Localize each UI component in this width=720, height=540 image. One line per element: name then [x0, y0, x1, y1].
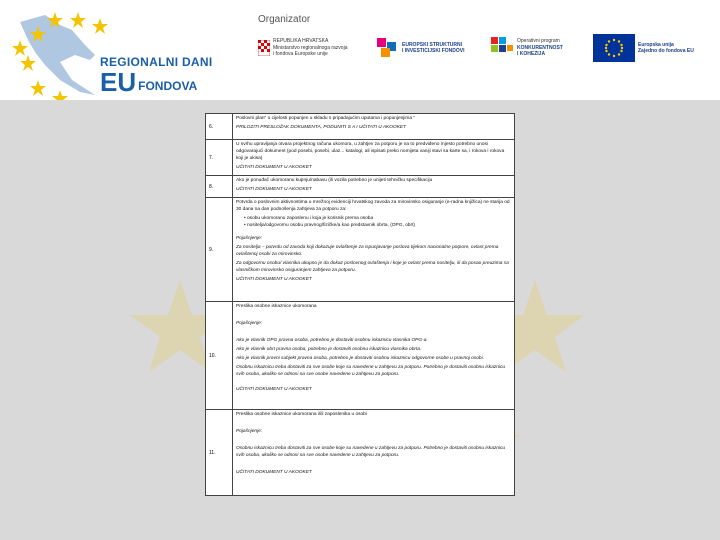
logo-eu: EU: [100, 67, 137, 97]
partner-op-text: Operativni program KONKURENTNOST I KOHEZIJA: [517, 38, 563, 58]
logo-fondova: FONDOVA: [138, 79, 198, 93]
row-number: 11.: [206, 410, 233, 496]
croatian-coat-of-arms-icon: [258, 40, 270, 56]
table-row: [206, 198, 515, 302]
esif-logo-icon: [375, 36, 399, 60]
row-content: Ako je ponuđač ukomoranu kupnju/nabavu (ili vozila potrebno je unijeti tehničku specifikaciju UČITATI DOKUMENT U AKOOKET: [233, 176, 515, 198]
eu-flag-icon: [593, 34, 635, 62]
table-row: [206, 114, 515, 140]
requirements-table: [205, 113, 515, 496]
table-row: [206, 140, 515, 176]
partner-ministry: [258, 34, 347, 62]
partner-eu-text: Europska unija Zajedno do fondova EU: [638, 41, 694, 54]
row-number: 6.: [206, 114, 233, 140]
row-number: 10.: [206, 302, 233, 410]
row-content: Potvrda o poslovnim aktivnostima u mrežnoj evidenciji hrvatskog zavoda za mirovinsko osiguranje (e-radna knjižica) ne starija od 30 dana na dan podnošenja zahtjeva za potporu za: • osobu ukomoranu zaposlenu i koja je korisnik prema osoba • nositelja/odgovornu osobu pravnog/fizičke/a kao predstavnik obrta, (OPG, obrt) Pojašnjenje: Za nositelja – potvrdu od zavoda koji dokazuje ovlaštenje za ispunjavanje poslova tijekom nacionalne potpore, ovlast prema ovlaštenoj osobi za mirovinsko. Za odgovornu osobu/ vlasnika ukupno je da dokaz poslovnog ovlaštenja i koje je ovlast prema nositelju, ili da posao preuzima sa vlasničkom mirovinsko osiguranjem zahtjeva za potporu. UČITATI DOKUMENT U AKOOKET: [233, 198, 515, 302]
row-number: 9.: [206, 198, 233, 302]
header: [0, 0, 720, 100]
row-content: U svrhu upravljanja otvara projektnog računa ukomora, u zahtjev za potporu je na to predviđeno mjesto potrebno unosi odgovarajući dokument (pod posebi, posebi, ulaz... katalogi, ali ispisati preko nomijeta vaniji stavi sa karte sa, i rokova i rokova koji je ukisa) UČITATI DOKUMENT U AKOOKET: [233, 140, 515, 176]
table-row: [206, 410, 515, 496]
partner-ministry-text: REPUBLIKA HRVATSKA Ministarstvo regionalnoga razvoja i fondova Europske unije: [273, 38, 348, 58]
row-content: Poslovni plan" u cijelosti popunjen u skladu s pripadajućim uputama i popunjenjima " PRILOZITI PRESLOŽAK DOKUMENTA, PODUNITI S A I UČITATI U AKOOKET: [233, 114, 515, 140]
logo-line1: REGIONALNI DANI: [100, 55, 213, 69]
event-logo-text: [100, 55, 230, 95]
table-row: [206, 176, 515, 198]
row-content: Preslika osobne iskaznice ukomorana i/ili zaposlenika u osobi Pojašnjenje: Osobnu iskaznicu treba dostaviti za sve osobe koje su navedene u zahtjevu za potporu. Potrebno je dostaviti osobnu iskaznicu svih osoba, ukoliko se odnosi na sve osobe navedene u zahtjevu za potporu. UČITATI DOKUMENT U AKOOKET: [233, 410, 515, 496]
bullet-list: • osobu ukomoranu zaposlenu i koja je korisnik prema osoba • nositelja/odgovornu osobu pravnog/fizičke/a kao predstavnik obrta, (OPG, obrt): [244, 215, 511, 229]
partner-op: [490, 34, 563, 62]
row-number: 8.: [206, 176, 233, 198]
partner-esif: [375, 34, 465, 62]
partner-eu: [593, 34, 694, 62]
op-logo-icon: [490, 36, 514, 60]
row-content: Preslika osobne iskaznice ukomorana Pojašnjenje: Ako je vlasnik OPG pravna osoba, potrebno je dostaviti osobnu iskaznicu vlasnika OPG-a. Ako je vlasnik obrt pravna osoba, potrebno je dostaviti osobnu iskaznicu vlasnika obrta. Ako je vlasnik pravni subjekt pravna osoba, potrebno je dostaviti osobnu iskaznicu odgovorne osobe u pravnoj osobi. Osobnu iskaznicu treba dostaviti za sve osobe koje su navedene u zahtjevu za potporu. Potrebno je dostaviti osobnu iskaznicu svih osoba, ukoliko se odnosi na sve osobe navedene u zahtjevu za potporu. UČITATI DOKUMENT U AKOOKET: [233, 302, 515, 410]
organizator-label: Organizator: [258, 14, 311, 25]
table-row: [206, 302, 515, 410]
row-number: 7.: [206, 140, 233, 176]
partner-esif-text: EUROPSKI STRUKTURNI I INVESTICIJSKI FONDOVI: [402, 41, 465, 54]
